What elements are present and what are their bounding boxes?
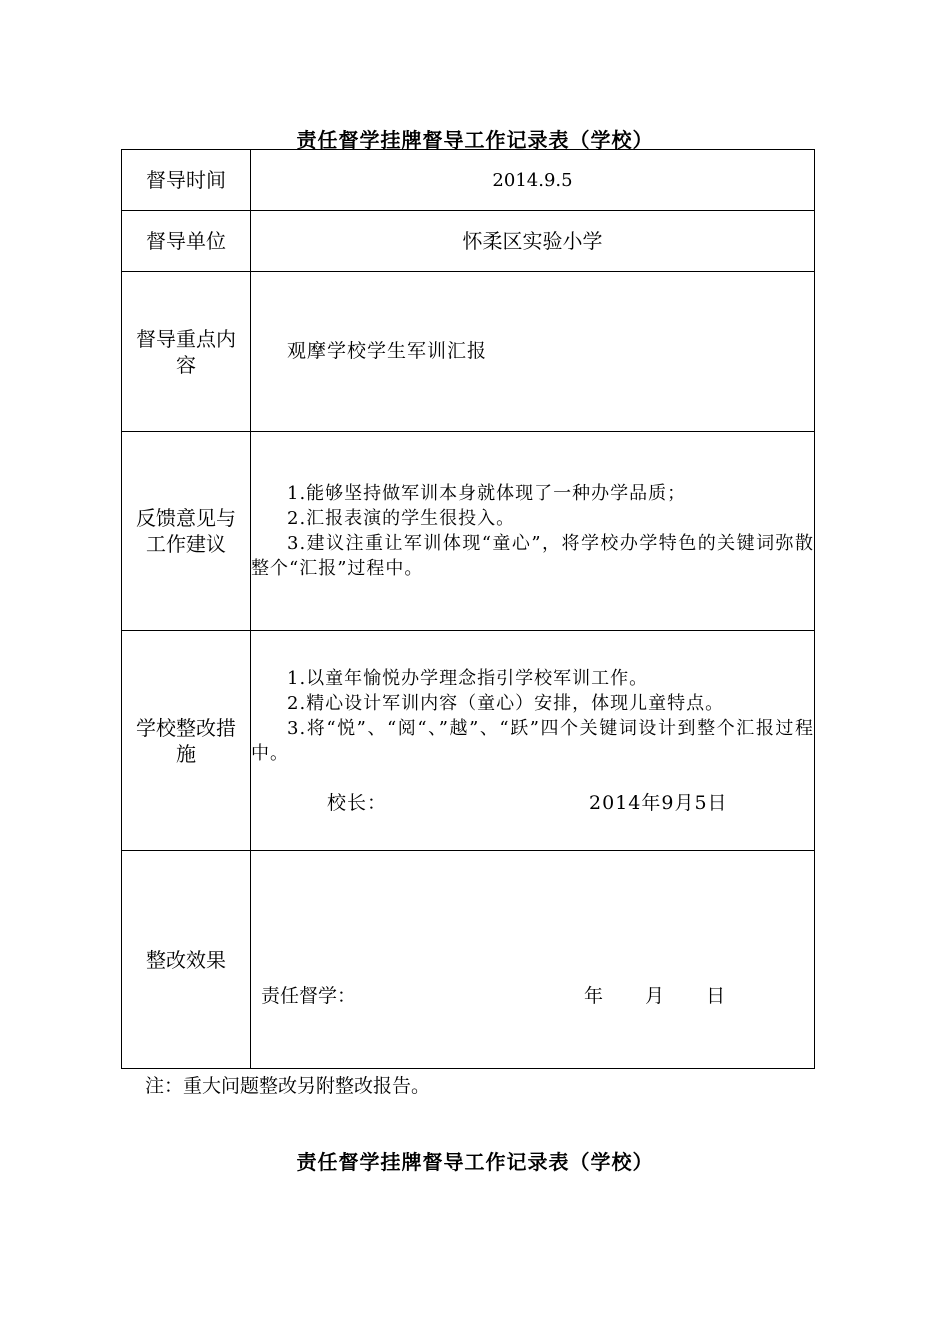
value-time: 2014.9.5 (251, 150, 815, 211)
supervisor-label: 责任督学： (261, 985, 357, 1007)
feedback-item: 1.能够坚持做军训本身就体现了一种办学品质； (287, 483, 687, 504)
label-focus-line1: 督导重点内 (136, 326, 236, 351)
value-feedback (251, 432, 815, 631)
footer-title: 责任督学挂牌督导工作记录表（学校） (296, 1150, 654, 1174)
row-effect (122, 851, 815, 1069)
document-title: 责任督学挂牌督导工作记录表（学校） (296, 128, 654, 152)
label-feedback-line2: 工作建议 (146, 532, 226, 556)
row-feedback (122, 432, 815, 631)
row-measures (122, 631, 815, 851)
year-label: 年 (584, 985, 604, 1007)
label-focus-line2: 容 (176, 352, 196, 377)
footnote: 注：重大问题整改另附整改报告。 (145, 1075, 431, 1097)
day-label: 日 (706, 985, 726, 1007)
label-feedback (122, 432, 251, 631)
value-effect (251, 851, 815, 1069)
label-measures-line1: 学校整改措 (136, 715, 236, 740)
label-feedback-line1: 反馈意见与 (136, 506, 236, 530)
value-focus: 观摩学校学生军训汇报 (251, 272, 815, 432)
measure-item: 3.将“悦”、“阅“、”越”、“跃”四个关键词设计到整个汇报过程中。 (251, 717, 814, 764)
label-unit: 督导单位 (122, 211, 251, 272)
record-table (121, 149, 815, 1069)
principal-signature-line (251, 791, 814, 816)
principal-date: 2014年9月5日 (589, 791, 728, 814)
label-time: 督导时间 (122, 150, 251, 211)
row-focus (122, 272, 815, 432)
row-time (122, 150, 815, 211)
month-label: 月 (645, 985, 665, 1007)
label-effect: 整改效果 (122, 851, 251, 1069)
label-focus (122, 272, 251, 432)
measure-item: 2.精心设计军训内容（童心）安排，体现儿童特点。 (287, 692, 725, 714)
date-placeholder (584, 984, 725, 1009)
label-measures-line2: 施 (176, 741, 196, 766)
principal-label: 校长： (327, 791, 388, 814)
label-measures (122, 631, 251, 851)
feedback-item: 2.汇报表演的学生很投入。 (287, 508, 516, 529)
row-unit (122, 211, 815, 272)
supervisor-signature-line (251, 984, 814, 1009)
value-unit: 怀柔区实验小学 (251, 211, 815, 272)
value-measures (251, 631, 815, 851)
feedback-item: 3.建议注重让军训体现“童心”，将学校办学特色的关键词弥散整个“汇报”过程中。 (251, 533, 814, 579)
measure-item: 1.以童年愉悦办学理念指引学校军训工作。 (287, 667, 649, 689)
